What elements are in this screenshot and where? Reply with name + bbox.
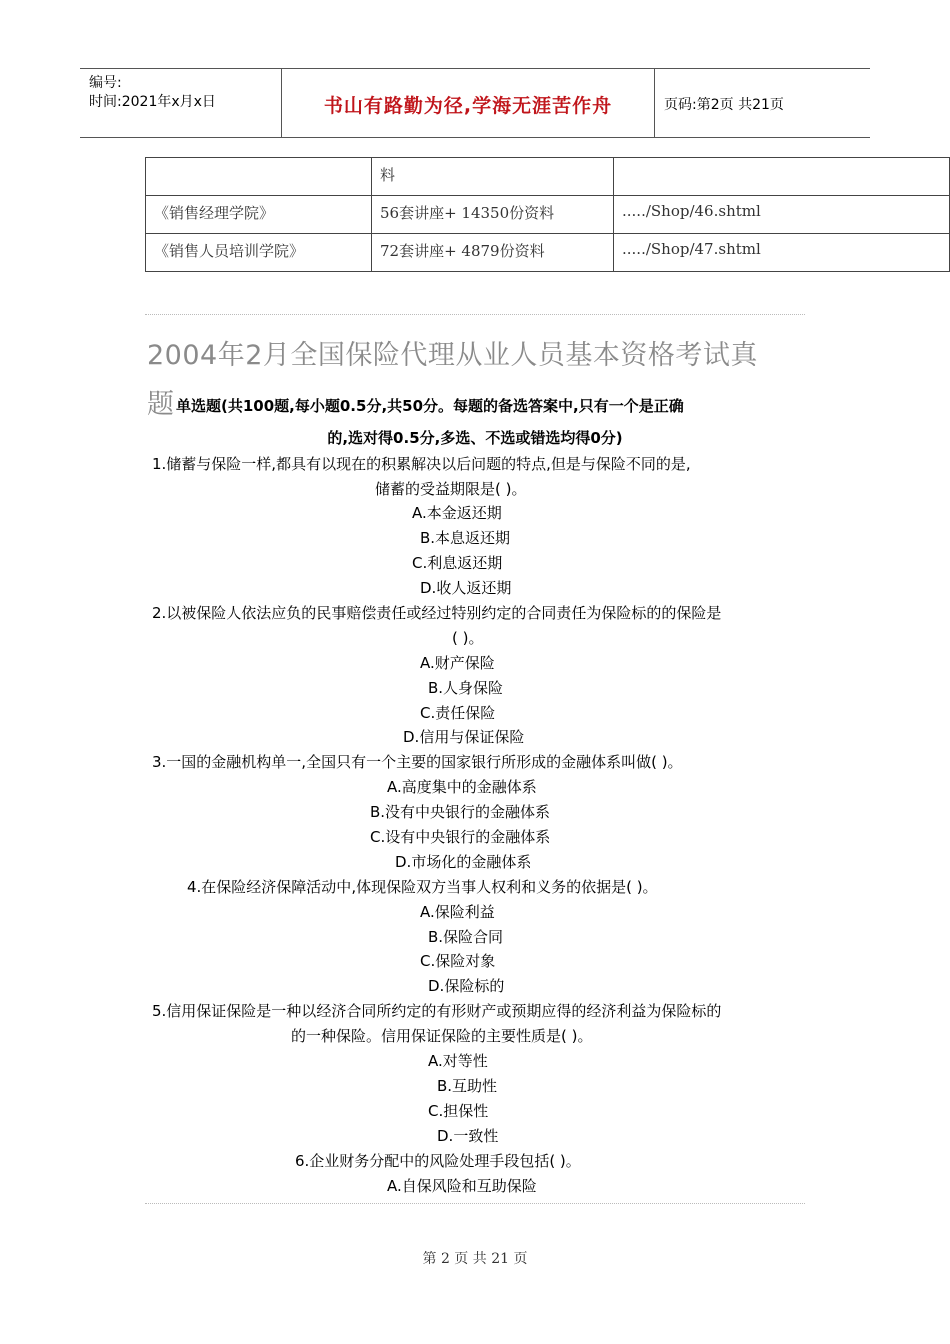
option-text: D.信用与保证保险	[403, 728, 525, 746]
option-text: A.自保风险和互助保险	[387, 1177, 537, 1195]
question-text: 的一种保险。信用保证保险的主要性质是( )。	[291, 1027, 593, 1045]
header-motto-cell	[281, 69, 655, 137]
table-cell-link[interactable]: ...../Shop/47.shtml	[614, 234, 950, 272]
table-cell: 料	[372, 158, 614, 196]
option-text: A.本金返还期	[412, 504, 502, 522]
option-text: C.保险对象	[420, 952, 496, 970]
question-text: 6.企业财务分配中的风险处理手段包括( )。	[295, 1152, 581, 1170]
header-meta-cell	[80, 69, 280, 137]
document-title: 2004年2月全国保险代理从业人员基本资格考试真	[147, 340, 758, 371]
page-footer: 第 2 页 共 21 页	[422, 1251, 528, 1267]
resource-table	[145, 157, 950, 272]
option-text: A.对等性	[428, 1052, 488, 1070]
table-cell-link[interactable]: ...../Shop/46.shtml	[614, 196, 950, 234]
number-label: 编号:	[89, 75, 122, 91]
option-text: A.高度集中的金融体系	[387, 778, 537, 796]
divider	[145, 314, 805, 315]
option-text: A.财产保险	[420, 654, 495, 672]
option-text: B.没有中央银行的金融体系	[370, 803, 551, 821]
table-row	[146, 196, 950, 234]
table-cell	[614, 158, 950, 196]
option-text: D.收人返还期	[420, 579, 512, 597]
option-text: B.人身保险	[428, 679, 504, 697]
question-text: 4.在保险经济保障活动中,体现保险双方当事人权利和义务的依据是( )。	[187, 878, 658, 896]
page-info: 页码:第2页 共21页	[664, 97, 784, 113]
option-text: A.保险利益	[420, 903, 495, 921]
question-text: 5.信用保证保险是一种以经济合同所约定的有形财产或预期应得的经济利益为保险标的	[152, 1002, 722, 1020]
question-text: ( )。	[452, 629, 484, 647]
option-text: C.担保性	[428, 1102, 489, 1120]
question-text: 2.以被保险人依法应负的民事赔偿责任或经过特别约定的合同责任为保险标的的保险是	[152, 604, 722, 622]
date-label: 时间:2021年x月x日	[89, 94, 216, 110]
instruction-cont: 的,选对得0.5分,多选、不选或错选均得0分)	[327, 429, 623, 447]
page-header	[80, 68, 870, 138]
table-cell: 56套讲座+ 14350份资料	[372, 196, 614, 234]
document-title-cont: 题	[147, 389, 174, 420]
option-text: B.保险合同	[428, 928, 504, 946]
option-text: D.市场化的金融体系	[395, 853, 532, 871]
table-cell	[146, 158, 372, 196]
table-cell: 《销售经理学院》	[146, 196, 372, 234]
option-text: B.互助性	[437, 1077, 498, 1095]
header-page-cell	[654, 69, 870, 137]
table-cell: 72套讲座+ 4879份资料	[372, 234, 614, 272]
question-text: 1.储蓄与保险一样,都具有以现在的积累解决以后问题的特点,但是与保险不同的是,	[152, 455, 691, 473]
table-row	[146, 158, 950, 196]
option-text: C.利息返还期	[412, 554, 503, 572]
option-text: D.一致性	[437, 1127, 499, 1145]
option-text: C.责任保险	[420, 704, 496, 722]
option-text: D.保险标的	[428, 977, 505, 995]
table-cell: 《销售人员培训学院》	[146, 234, 372, 272]
option-text: B.本息返还期	[420, 529, 511, 547]
table-row	[146, 234, 950, 272]
divider	[145, 1203, 805, 1204]
question-text: 3.一国的金融机构单一,全国只有一个主要的国家银行所形成的金融体系叫做( )。	[152, 753, 683, 771]
motto: 书山有路勤为径,学海无涯苦作舟	[323, 95, 613, 117]
option-text: C.设有中央银行的金融体系	[370, 828, 551, 846]
question-text: 储蓄的受益期限是( )。	[375, 480, 527, 498]
instruction: 单选题(共100题,每小题0.5分,共50分。每题的备选答案中,只有一个是正确	[176, 397, 684, 415]
